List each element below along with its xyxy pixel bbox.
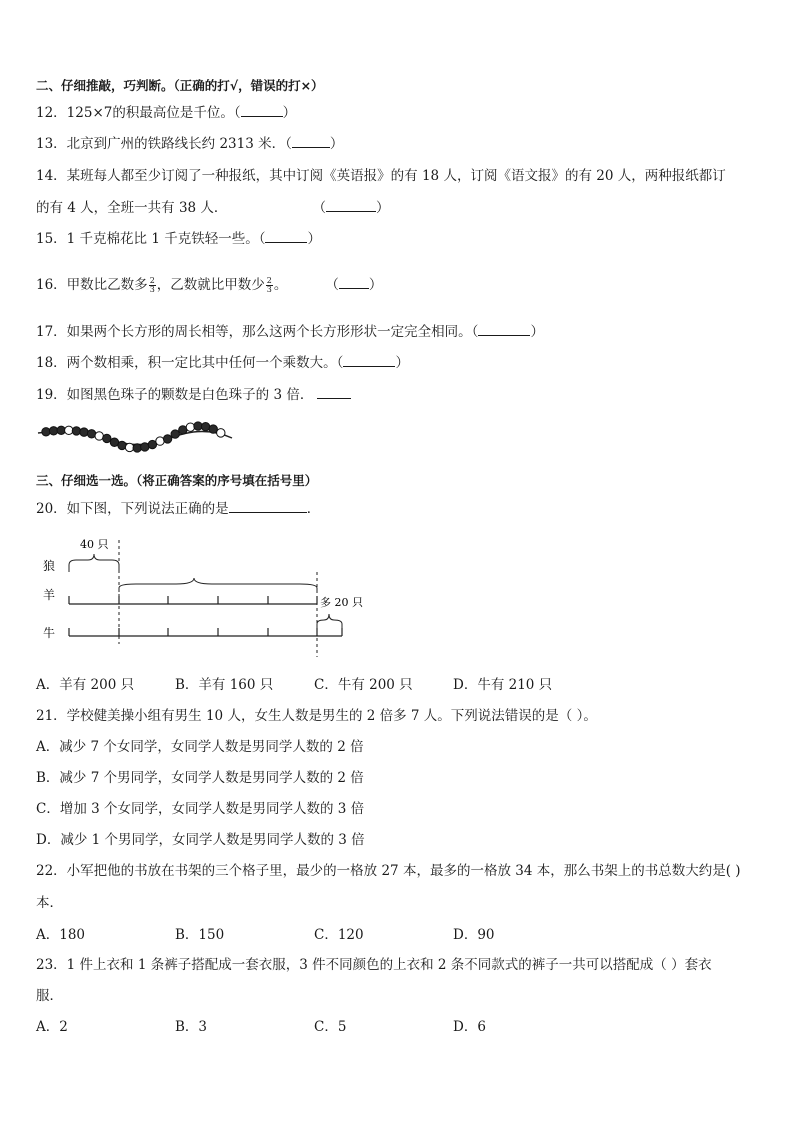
q20-option-b[interactable]: B．羊有 160 只: [175, 677, 274, 693]
question-16-part1: 16．甲数比乙数多: [36, 277, 148, 293]
question-15-close: ）: [307, 231, 321, 247]
question-14-line1: 14．某班每人都至少订阅了一种报纸，其中订阅《英语报》的有 18 人，订阅《语文报》的有 20 人，两种报纸都订: [36, 168, 726, 184]
black-bead: [163, 435, 171, 443]
white-bead: [217, 429, 225, 437]
question-13: [36, 134, 343, 153]
question-17: [36, 322, 544, 341]
black-bead: [194, 422, 202, 430]
question-12-close: ）: [282, 105, 297, 121]
section-3-title: 三、仔细选一选。（将正确答案的序号填在括号里）: [36, 473, 318, 488]
label-cow: 牛: [43, 626, 56, 640]
question-19-text: 19．如图黑色珠子的颗数是白色珠子的 3 倍．: [36, 387, 314, 403]
q23-option-c[interactable]: C．5: [314, 1019, 347, 1035]
extra-brace: [317, 614, 342, 628]
question-22-line2: 本．: [36, 895, 63, 911]
answer-blank-13[interactable]: [292, 134, 330, 148]
question-16-close: ）: [368, 277, 383, 293]
question-20-end: ．: [306, 501, 321, 517]
question-14-open: （: [312, 200, 326, 216]
answer-blank-15[interactable]: [265, 229, 307, 243]
question-17-text: 17．如果两个长方形的周长相等，那么这两个长方形形状一定完全相同。（: [36, 324, 479, 340]
question-19: [36, 385, 351, 404]
question-16-part3: 。: [273, 277, 288, 293]
q21-option-d[interactable]: D．减少 1 个男同学，女同学人数是男同学人数的 3 倍: [36, 832, 365, 848]
q23-option-b[interactable]: B．3: [175, 1019, 208, 1035]
answer-blank-16[interactable]: [339, 275, 369, 289]
question-18-close: ）: [395, 355, 409, 371]
q21-option-b[interactable]: B．减少 7 个男同学，女同学人数是男同学人数的 2 倍: [36, 770, 364, 786]
question-17-close: ）: [530, 324, 544, 340]
q22-option-a[interactable]: A．180: [36, 927, 86, 943]
question-23-line1: 23．1 件上衣和 1 条裤子搭配成一套衣服，3 件不同颜色的上衣和 2 条不同款式的裤子一共可以搭配成（ ）套衣: [36, 957, 712, 973]
question-15-text: 15．1 千克棉花比 1 千克铁轻一些。（: [36, 231, 266, 247]
black-bead: [80, 428, 88, 436]
question-12-text: 12．125×7的积最高位是千位。（: [36, 105, 241, 121]
black-bead: [42, 428, 50, 436]
question-12: [36, 103, 296, 122]
q20-option-c[interactable]: C．牛有 200 只: [314, 677, 413, 693]
label-sheep: 羊: [43, 588, 56, 602]
sheep-brace: [119, 578, 317, 592]
question-14-text: 的有 4 人，全班一共有 38 人．: [36, 200, 228, 216]
question-13-close: ）: [329, 136, 344, 152]
question-20: [36, 499, 320, 518]
q23-option-a[interactable]: A．2: [36, 1019, 68, 1035]
segment-diagram: [36, 532, 396, 662]
q22-option-c[interactable]: C．120: [314, 927, 364, 943]
bead-string-image: [36, 416, 236, 456]
question-14-close: ）: [375, 200, 390, 216]
white-bead: [186, 423, 194, 431]
brace-label-40: 40 只: [80, 538, 109, 551]
q23-option-d[interactable]: D．6: [453, 1019, 486, 1035]
answer-blank-12[interactable]: [241, 103, 283, 117]
q22-option-d[interactable]: D．90: [453, 927, 495, 943]
question-20-text: 20．如下图，下列说法正确的是: [36, 501, 229, 517]
question-16-open: （: [325, 277, 339, 293]
black-bead: [209, 425, 217, 433]
answer-blank-19[interactable]: [317, 385, 351, 399]
fraction-two-thirds-2: $\frac{2}{3}$: [266, 276, 272, 294]
fraction-two-thirds-1: $\frac{2}{3}$: [149, 276, 155, 294]
question-21: 21．学校健美操小组有男生 10 人，女生人数是男生的 2 倍多 7 人。下列说法错误的是（ ）。: [36, 708, 597, 724]
question-16: [36, 275, 382, 294]
black-bead: [72, 427, 80, 435]
label-wolf: 狼: [43, 559, 56, 573]
answer-blank-14[interactable]: [326, 198, 376, 212]
q21-option-a[interactable]: A．减少 7 个女同学，女同学人数是男同学人数的 2 倍: [36, 739, 364, 755]
q22-option-b[interactable]: B．150: [175, 927, 225, 943]
question-22-line1: 22．小军把他的书放在书架的三个格子里，最少的一格放 27 本，最多的一格放 34 本，那么书架上的书总数大约是( ): [36, 863, 741, 879]
section-2-title: 二、仔细推敲，巧判断。（正确的打√，错误的打×）: [36, 78, 324, 93]
question-13-text: 13．北京到广州的铁路线长约 2313 米．（: [36, 136, 292, 152]
black-bead: [103, 434, 111, 442]
question-23-line2: 服．: [36, 988, 63, 1004]
question-15: [36, 229, 321, 248]
question-16-part2: ，乙数就比甲数少: [156, 277, 265, 293]
question-18-text: 18．两个数相乘，积一定比其中任何一个乘数大。（: [36, 355, 344, 371]
white-bead: [156, 437, 164, 445]
black-bead: [87, 430, 95, 438]
answer-blank-17[interactable]: [478, 322, 530, 336]
question-18: [36, 353, 409, 372]
black-bead: [171, 430, 179, 438]
q21-option-c[interactable]: C．增加 3 个女同学，女同学人数是男同学人数的 3 倍: [36, 801, 365, 817]
wolf-brace: [69, 554, 119, 572]
answer-blank-20[interactable]: [229, 499, 307, 513]
black-bead: [133, 444, 141, 452]
answer-blank-18[interactable]: [343, 353, 395, 367]
question-14-line2: [36, 198, 389, 217]
black-bead: [118, 441, 126, 449]
q20-option-d[interactable]: D．牛有 210 只: [453, 677, 553, 693]
brace-label-extra-20: 多 20 只: [320, 596, 363, 609]
q20-option-a[interactable]: A．羊有 200 只: [36, 677, 135, 693]
